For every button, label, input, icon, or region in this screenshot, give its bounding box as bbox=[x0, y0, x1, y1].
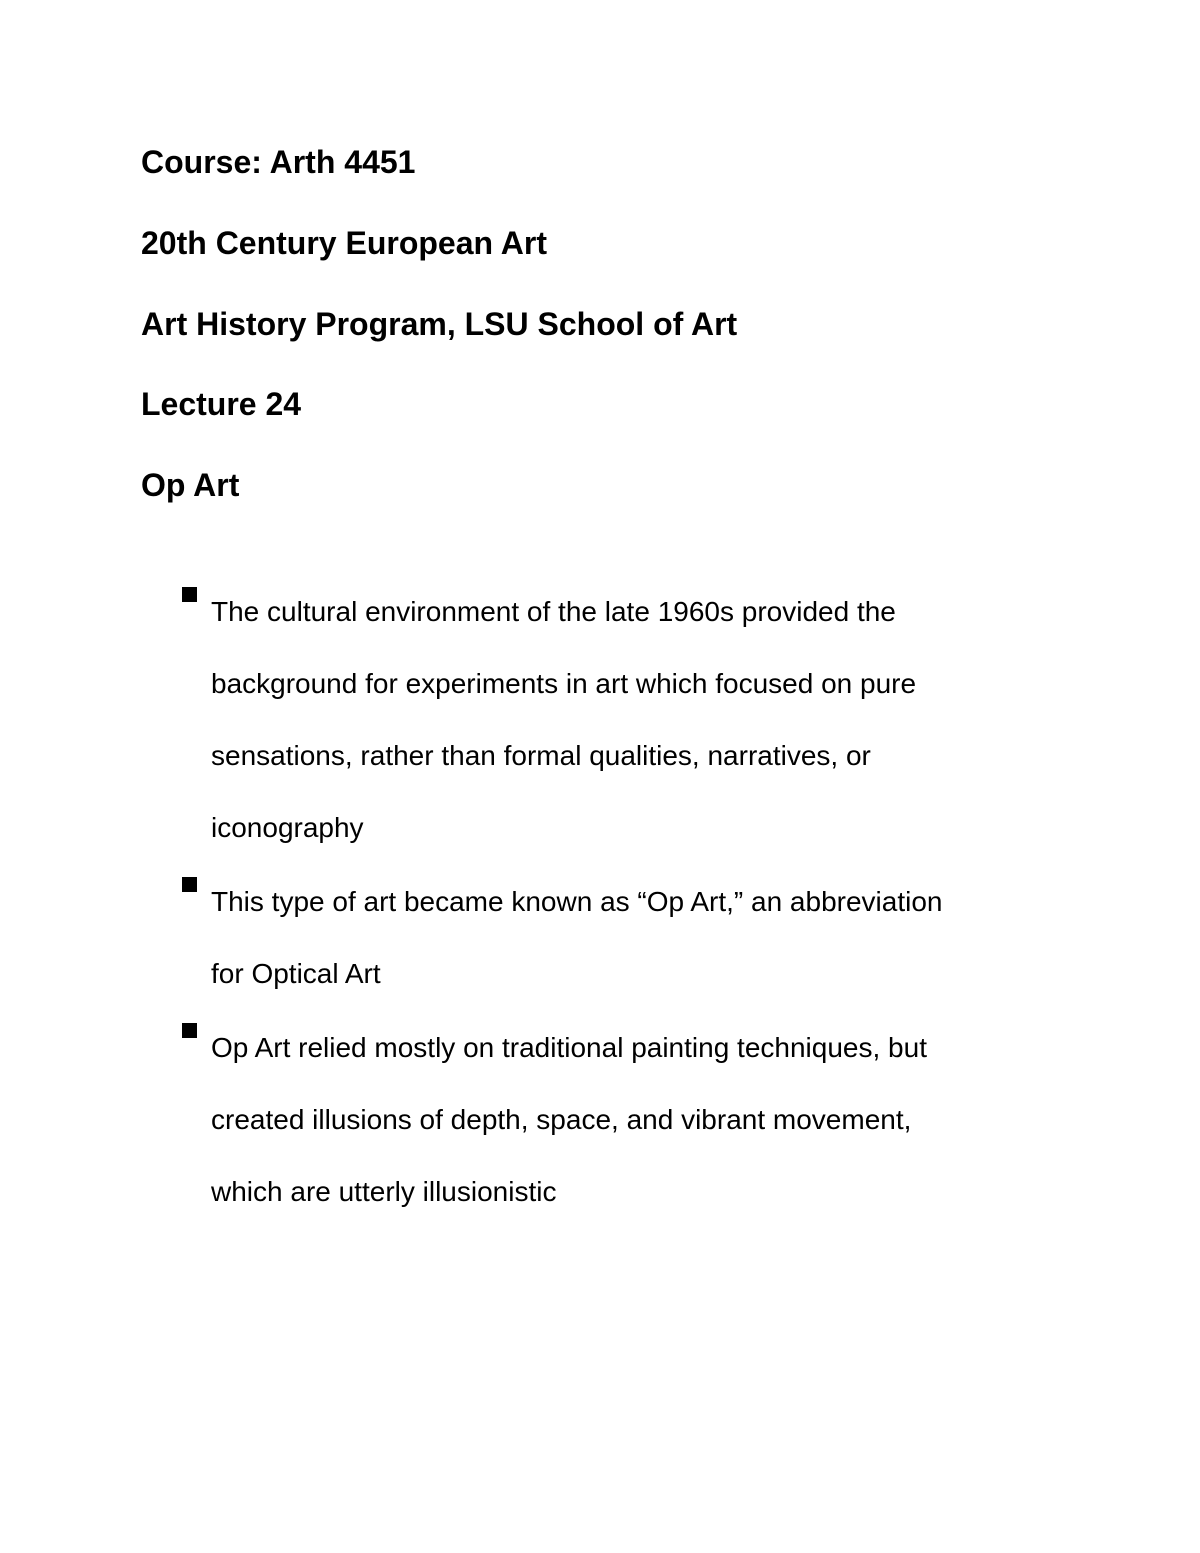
program-name: Art History Program, LSU School of Art bbox=[141, 306, 738, 342]
bullet-line: Op Art relied mostly on traditional painting techniques, but bbox=[211, 1032, 927, 1063]
bullet-item bbox=[180, 866, 1060, 1010]
lecture-number: Lecture 24 bbox=[141, 386, 302, 422]
bullet-item bbox=[180, 576, 1060, 864]
bullet-line: The cultural environment of the late 1960s provided the bbox=[211, 596, 896, 627]
bullet-line: This type of art became known as “Op Art,” an abbreviation bbox=[211, 886, 943, 917]
square-bullet-icon bbox=[182, 587, 197, 602]
bullet-list bbox=[180, 594, 1060, 1248]
square-bullet-icon bbox=[182, 1023, 197, 1038]
bullet-text bbox=[211, 576, 1060, 864]
bullet-item bbox=[180, 1012, 1060, 1228]
bullet-text bbox=[211, 866, 1060, 1010]
bullet-line: created illusions of depth, space, and vibrant movement, bbox=[211, 1104, 912, 1135]
bullet-line: iconography bbox=[211, 812, 364, 843]
square-bullet-icon bbox=[182, 877, 197, 892]
course-title: 20th Century European Art bbox=[141, 225, 547, 261]
bullet-line: background for experiments in art which focused on pure bbox=[211, 668, 917, 699]
bullet-line: which are utterly illusionistic bbox=[211, 1176, 557, 1207]
bullet-text bbox=[211, 1012, 1060, 1228]
bullet-line: sensations, rather than formal qualities, narratives, or bbox=[211, 740, 871, 771]
lecture-topic: Op Art bbox=[141, 467, 240, 503]
course-heading: Course: Arth 4451 bbox=[141, 144, 416, 180]
bullet-line: for Optical Art bbox=[211, 958, 381, 989]
